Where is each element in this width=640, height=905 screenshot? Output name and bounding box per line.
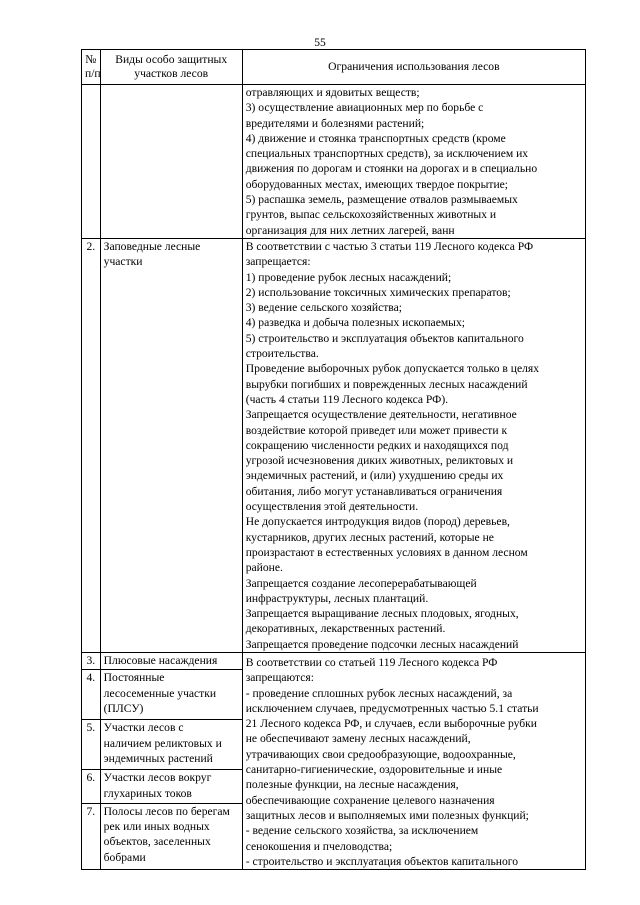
text-line: отравляющих и ядовитых веществ;: [245, 86, 420, 99]
row-number: 6.: [82, 770, 101, 804]
text-line: организация для них летних лагерей, ванн: [245, 223, 455, 237]
header-number-line-2: п/п: [85, 67, 101, 80]
type-line: лесосеменные участки: [103, 686, 217, 700]
table-row-3: [82, 652, 586, 669]
text-line: районе.: [245, 561, 283, 575]
type-line: Плюсовые насаждения: [103, 653, 218, 667]
type-line: глухариных токов: [103, 786, 192, 800]
header-number: [82, 50, 101, 85]
text-line: 2) использование токсичных химических препаратов;: [245, 285, 511, 299]
text-line: Запрещается проведение подсочки лесных насаждений: [245, 637, 519, 651]
forest-restrictions-table: [81, 49, 586, 870]
cell-restrictions: [242, 238, 585, 652]
row-number: 3.: [82, 652, 101, 669]
cell-empty: [82, 85, 101, 239]
text-line: запрещается:: [245, 255, 311, 269]
cell-type: [100, 803, 242, 869]
cell-type: [100, 770, 242, 804]
text-line: угрозой исчезновения диких животных, реликтовых и: [245, 454, 514, 468]
text-line: не обеспечивают замену лесных насаждений,: [245, 732, 471, 746]
text-line: защитных лесов и выполняемых ими полезных функций;: [245, 808, 529, 822]
header-number-line-1: №: [85, 52, 97, 66]
cell-restrictions: [242, 85, 585, 239]
table-header-row: [82, 50, 586, 85]
type-line: рек или иных водных: [103, 820, 210, 834]
text-line: обеспечивающие сохранение целевого назначения: [245, 793, 495, 807]
text-line: Проведение выборочных рубок допускается только в целях: [245, 362, 540, 376]
page-number: 55: [314, 37, 326, 49]
text-line: обитания, либо могут устанавливаться ограничения: [245, 484, 503, 498]
text-line: 3) осуществление авиационных мер по борьбе с: [245, 101, 484, 115]
cell-group-restrictions: [242, 652, 585, 869]
text-line: Запрещается выращивание лесных плодовых, ягодных,: [245, 607, 519, 621]
type-line: наличием реликтовых и: [103, 736, 222, 750]
cell-type: [100, 652, 242, 669]
text-line: движения по дорогам и стоянки на дорогах и в специально: [245, 162, 538, 176]
row-number: 2.: [82, 238, 101, 652]
type-line: бобрами: [103, 850, 146, 864]
text-line: В соответствии со статьей 119 Лесного кодекса РФ: [245, 655, 498, 669]
text-line: 1) проведение рубок лесных насаждений;: [245, 270, 452, 284]
text-line: сокращению численности редких и находящихся под: [245, 438, 509, 452]
text-line: исключением случаев, предусмотренных частью 5.1 статьи: [245, 701, 539, 715]
text-line: воздействие которой приведет или может привести к: [245, 423, 508, 437]
text-line: декоративных, лекарственных растений.: [245, 622, 446, 636]
text-line: полезные функции, на лесные насаждения,: [245, 778, 459, 792]
text-line: специальных транспортных средств), за исключением их: [245, 147, 529, 161]
type-line: объектов, заселенных: [103, 835, 211, 849]
table-row-continuation: [82, 85, 586, 239]
text-line: Не допускается интродукция видов (пород) деревьев,: [245, 515, 510, 529]
type-line: Участки лесов вокруг: [103, 771, 212, 785]
text-line: строительства.: [245, 347, 319, 361]
text-line: инфраструктуры, лесных плантаций.: [245, 591, 429, 605]
header-type-line-2: участков лесов: [134, 67, 209, 80]
type-line: (ПЛСУ): [103, 701, 144, 715]
text-line: Запрещается осуществление деятельности, негативное: [245, 408, 517, 422]
type-line: эндемичных растений: [103, 751, 213, 765]
text-line: вредителями и болезнями растений;: [245, 116, 425, 130]
text-line: утрачивающих свои средообразующие, водоохранные,: [245, 747, 516, 761]
cell-type: [100, 670, 242, 720]
text-line: 5) строительство и эксплуатация объектов капитального: [245, 331, 524, 345]
cell-empty: [100, 85, 242, 239]
text-line: произрастают в естественных условиях в данном лесном: [245, 545, 528, 559]
type-line: Постоянные: [103, 671, 165, 685]
text-line: запрещаются:: [245, 671, 314, 685]
type-line: Заповедные лесные: [103, 239, 201, 253]
type-line: участки: [103, 255, 143, 269]
text-line: 5) распашка земель, размещение отвалов размываемых: [245, 193, 518, 207]
text-line: 21 Лесного кодекса РФ, и случаев, если выборочные рубки: [245, 717, 538, 731]
text-line: 4) разведка и добыча полезных ископаемых;: [245, 316, 465, 330]
row-number: 7.: [82, 803, 101, 869]
cell-type: [100, 238, 242, 652]
text-line: - проведение сплошных рубок лесных насаждений, за: [245, 686, 513, 700]
text-line: - строительство и эксплуатация объектов капитального: [245, 854, 519, 868]
text-line: грунтов, выпас сельскохозяйственных животных и: [245, 208, 497, 222]
text-line: (часть 4 статьи 119 Лесного кодекса РФ).: [245, 392, 449, 406]
type-line: Участки лесов с: [103, 721, 184, 735]
cell-type: [100, 720, 242, 770]
header-type: [100, 50, 242, 85]
text-line: 4) движение и стоянка транспортных средств (кроме: [245, 131, 506, 145]
text-line: Запрещается создание лесоперерабатывающей: [245, 576, 477, 590]
text-line: В соответствии с частью 3 статьи 119 Лесного кодекса РФ: [245, 239, 534, 253]
table-row-2: [82, 238, 586, 652]
text-line: - ведение сельского хозяйства, за исключением: [245, 824, 479, 838]
text-line: вырубки погибших и поврежденных лесных насаждений: [245, 377, 528, 391]
text-line: оборудованных местах, имеющих твердое покрытие;: [245, 177, 509, 191]
text-line: сенокошения и пчеловодства;: [245, 839, 393, 853]
header-restrictions: Ограничения использования лесов: [242, 50, 585, 85]
text-line: кустарников, других лесных растений, которые не: [245, 530, 494, 544]
text-line: осуществления этой деятельности.: [245, 500, 419, 514]
header-type-line-1: Виды особо защитных: [115, 52, 228, 66]
text-line: санитарно-гигиенические, оздоровительные и иные: [245, 763, 503, 777]
text-line: 3) ведение сельского хозяйства;: [245, 301, 402, 315]
type-line: Полосы лесов по берегам: [103, 804, 230, 818]
row-number: 4.: [82, 670, 101, 720]
row-number: 5.: [82, 720, 101, 770]
text-line: эндемичных растений, и (или) ухудшению среды их: [245, 469, 504, 483]
